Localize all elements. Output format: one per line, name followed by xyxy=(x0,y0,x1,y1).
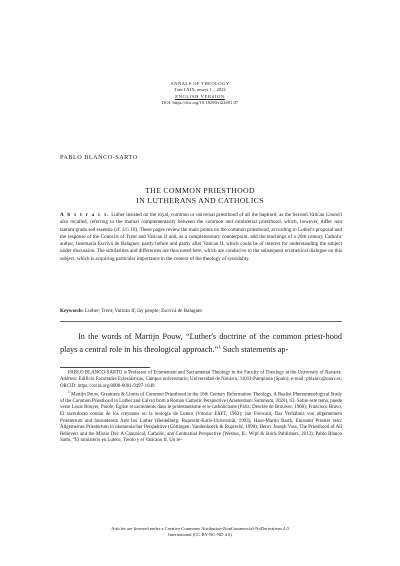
title-line-1: THE COMMON PRIESTHOOD xyxy=(145,186,255,195)
journal-title: ANNALS OF THEOLOGY xyxy=(170,81,230,86)
journal-header xyxy=(0,81,400,106)
keywords-label: Keywords: xyxy=(60,308,84,314)
footnote-text: Martijn Pouw, Greatness & Limits of Common Priesthood in the 16th Century Reformation Theology. A Realist Phenomenological Study of the Common Priesthood in Luther and Calvin from a Roman Catholic Perspective (Amsterdam: Summum, 2020), 63. Sobre este tema, puede verse Louis Bouyer, Parole, Église et sacrements dans le protestantisme et le catholicisme (Paris: Desclée de Brouwer, 1960); Francisco Bravo, El sacerdocio común de los creyentes en la teología de Lutero (Vitoria: ESET, 1963); Jan Freiwald, Das Verhältnis von allgemeinem Priestertum und besonderem Amt bei Luther (Heidelberg: Ruprecht-Karls-Universität, 1993); Hans-Martin Barth, Einander Priester sein: Allgemeines Priestertum in ökumenischer Perspektive (Göttingen: Vandenhoeck & Ruprecht, 1990); Henry Joseph Voss, The Priesthood of All Believers and the Missio Dei: A Canonical, Catholic, and Contextual Perspective (Weston, IL: Wipf & Stock Publishers, 2013); Pablo Blanco Sarto, “El ministerio en Lutero, Trento y el Vaticano II. Un re- xyxy=(60,392,342,444)
journal-issue: Tom LXIX, zeszyt 1 – 2022 xyxy=(174,87,226,93)
body-text: In the words of Martijn Pouw, “Luther's doctrine of the common priest-hood plays a central role in his theological approach.” xyxy=(60,332,342,354)
journal-doi[interactable]: DOI: https://doi.org/10.18290/rt22691.07 xyxy=(161,99,239,105)
body-text-after: Such statements ap- xyxy=(220,345,289,354)
abstract-label: A b s t r a c t. xyxy=(60,212,110,218)
abstract xyxy=(60,212,342,263)
journal-edition: ENGLISH VERSION xyxy=(175,93,225,99)
footnote-text: PABLO BLANCO-SARTO is Professor of Ecumenism and Sacramental Theology in the Faculty of Theology at the University of Navarre. Address: Edificio Facultades Eclesiásticas, Campus universitario, Universidad de Navarra, 31011-Pamplona (Spain); e-mail: pblanco@unav.es; ORCID: https://orcid.org/0000-0001-9497-1649. xyxy=(60,370,342,389)
license-notice xyxy=(0,526,400,539)
license-line-1[interactable]: Articles are licensed under a Creative Commons Attribution-NonCommercial-NoDerivatives 4.0 xyxy=(111,526,289,531)
footnote-rule xyxy=(60,367,150,368)
title-line-2: IN LUTHERANS AND CATHOLICS xyxy=(136,196,264,205)
footnote-author xyxy=(60,370,342,390)
keywords-text: Luther; Trent; Vatican II; lay people; Escrivá de Balaguer. xyxy=(83,308,204,314)
footnote-ref[interactable]: 1 xyxy=(218,345,221,351)
license-line-2: International (CC BY-NC-ND 4.0) xyxy=(168,532,232,538)
footnote-1 xyxy=(60,389,342,445)
footnote-mark: 1 xyxy=(68,389,70,394)
article-title xyxy=(0,186,400,206)
author-name: PABLO BLANCO-SARTO xyxy=(60,154,138,161)
abstract-text: Luther insisted on the royal, common or universal priesthood of all the baptised, as the Second Vatican Council also recalled, referring to the mutual complementarity between the common and ministerial priesthood, which, however, differ non tantum gradu sed essentia (cf. LG 10). These pages review the main points on the common priesthood, according to Luther's proposal and the response of the Councils of Trent and Vatican II and, as a complementary counterpoint, add the teachings of a 20th century Catholic author, Josemaría Escrivá de Balaguer, partly before and partly after Vatican II, which could be of interest for understanding the subject under discussion. The similarities and differences are thus noted here, which are conducive to the subsequent ecumenical dialogue on this subject, which is acquiring particular importance in the context of the theology of synodality. xyxy=(60,212,342,262)
body-paragraph xyxy=(60,330,342,356)
footnotes xyxy=(60,370,342,446)
keywords xyxy=(60,308,342,315)
section-divider xyxy=(60,321,342,322)
